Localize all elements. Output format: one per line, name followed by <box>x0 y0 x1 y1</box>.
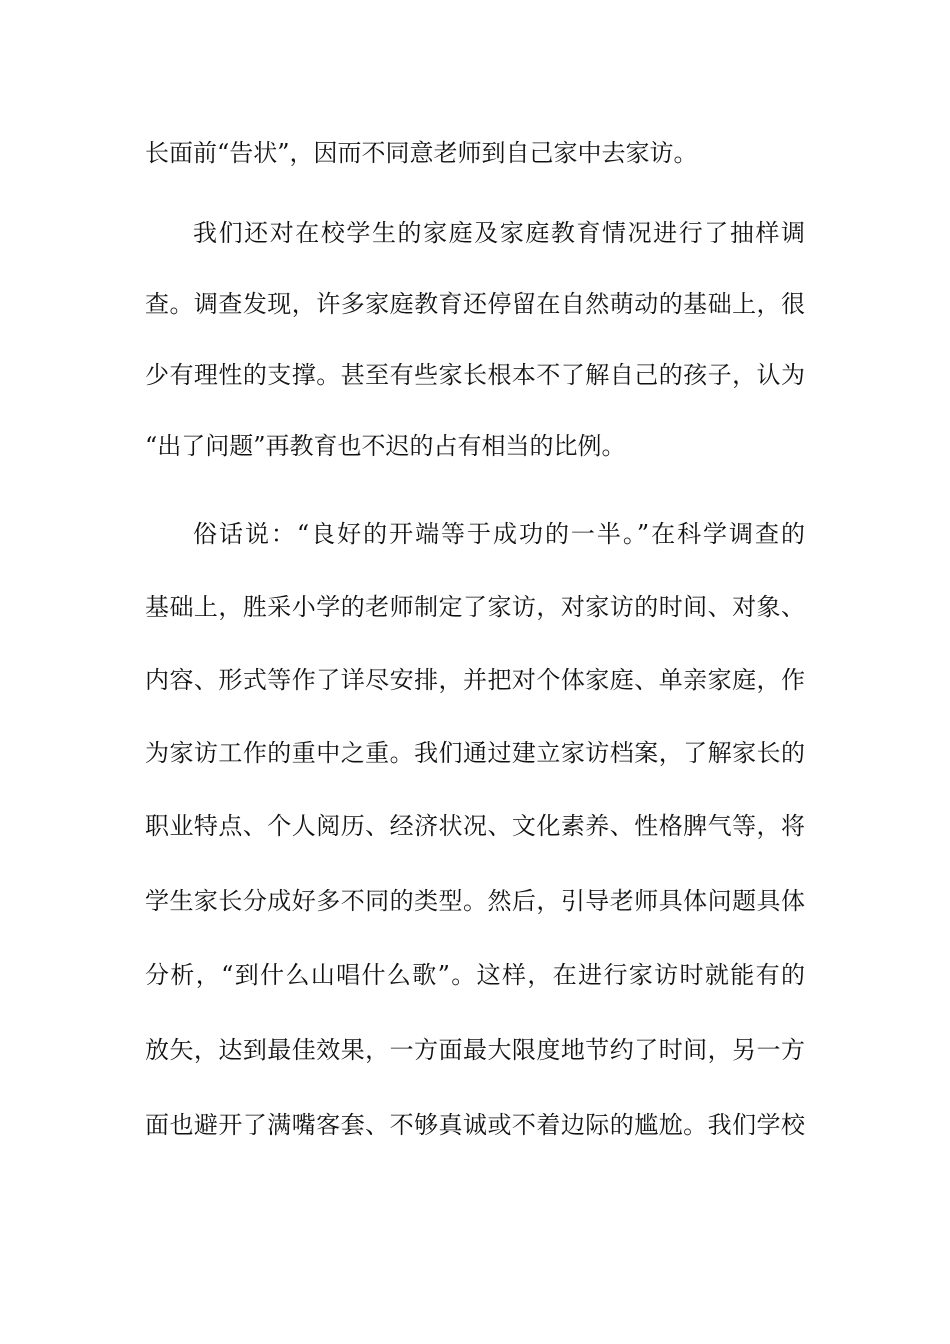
text-line: 放矢，达到最佳效果，一方面最大限度地节约了时间，另一方 <box>145 1036 805 1064</box>
text-line: 学生家长分成好多不同的类型。然后，引导老师具体问题具体 <box>145 887 805 915</box>
paragraph-first-line: 俗话说：“良好的开端等于成功的一半。”在科学调查的 <box>193 520 805 548</box>
text-line: “出了问题”再教育也不迟的占有相当的比例。 <box>145 432 626 460</box>
paragraph-first-line: 我们还对在校学生的家庭及家庭教育情况进行了抽样调 <box>193 219 805 247</box>
text-line: 面也避开了满嘴客套、不够真诚或不着边际的尴尬。我们学校 <box>145 1111 805 1139</box>
text-line: 查。调查发现，许多家庭教育还停留在自然萌动的基础上，很 <box>145 290 805 318</box>
text-line: 职业特点、个人阅历、经济状况、文化素养、性格脾气等，将 <box>145 812 805 840</box>
text-line: 少有理性的支撑。甚至有些家长根本不了解自己的孩子，认为 <box>145 361 805 389</box>
text-line: 为家访工作的重中之重。我们通过建立家访档案，了解家长的 <box>145 739 805 767</box>
text-line: 长面前“告状”，因而不同意老师到自己家中去家访。 <box>145 139 698 167</box>
text-line: 分析，“到什么山唱什么歌”。这样，在进行家访时就能有的 <box>145 961 805 989</box>
text-line: 内容、形式等作了详尽安排，并把对个体家庭、单亲家庭，作 <box>145 666 805 694</box>
text-line: 基础上，胜采小学的老师制定了家访，对家访的时间、对象、 <box>145 593 805 621</box>
